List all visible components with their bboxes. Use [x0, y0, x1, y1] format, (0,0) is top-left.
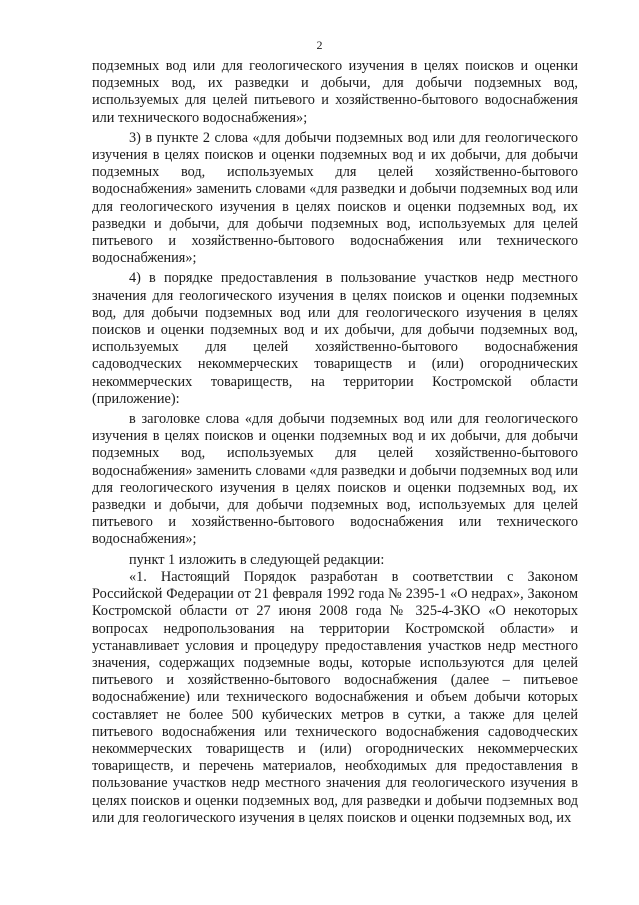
- page-number: 2: [316, 38, 323, 52]
- document-body: [92, 58, 578, 827]
- paragraph-title-change: в заголовке слова «для добычи подземных вод или для геологического изучения в целях поисков и оценки подземных вод и их добычи, для добычи подземных вод, используемых для целей хозяйственно-бытового водоснабжения» заменить словами «для разведки и добычи подземных вод или для геологического изучения в целях поисков и оценки подземных вод, их разведки и добычи, для добычи подземных вод, используемых для целей питьевого и хозяйственно-бытового водоснабжения или технического водоснабжения»;: [92, 411, 578, 548]
- paragraph-point-1-intro: пункт 1 изложить в следующей редакции:: [129, 551, 385, 568]
- paragraph-continuation: подземных вод или для геологического изучения в целях поисков и оценки подземных вод, их разведки и добычи, для добычи подземных вод, используемых для целей питьевого и хозяйственно-бытового водоснабжения или технического водоснабжения»;: [92, 58, 578, 126]
- paragraph-item-3: 3) в пункте 2 слова «для добычи подземных вод или для геологического изучения в целях поисков и оценки подземных вод и их добычи, для добычи подземных вод, используемых для целей хозяйственно-бытового водоснабжения» заменить словами «для разведки и добычи подземных вод или для геологического изучения в целях поисков и оценки подземных вод, их разведки и добычи, для добычи подземных вод, используемых для целей питьевого и хозяйственно-бытового водоснабжения или технического водоснабжения»;: [92, 129, 578, 267]
- paragraph-point-1-text: «1. Настоящий Порядок разработан в соответствии с Законом Российской Федерации от 21 февраля 1992 года № 2395-1 «О недрах», Законом Костромской области от 27 июня 2008 года № 325-4-ЗКО «О некоторых вопросах недропользования на территории Костромской области» и устанавливает условия и процедуру предоставления участков недр местного значения, содержащих подземные воды, которые используются для целей питьевого и хозяйственно-бытового водоснабжения (далее – питьевое водоснабжение) или технического водоснабжения и объем добычи которых составляет не более 500 кубических метров в сутки, а также для целей питьевого водоснабжения или технического водоснабжения садоводческих некоммерческих товариществ и (или) огороднических некоммерческих товариществ, и перечень материалов, необходимых для предоставления в пользование участков недр местного значения для геологического изучения в целях поисков и оценки подземных вод, для разведки и добычи подземных вод или для геологического изучения в целях поисков и оценки подземных вод, их: [92, 568, 578, 826]
- paragraph-item-4: 4) в порядке предоставления в пользование участков недр местного значения для геологического изучения в целях поисков и оценки подземных вод, для добычи подземных вод или для геологического изучения в целях поисков и оценки подземных вод и их добычи, для добычи подземных вод, используемых для целей хозяйственно-бытового водоснабжения садоводческих некоммерческих товариществ и (или) огороднических некоммерческих товариществ, на территории Костромской области (приложение):: [92, 270, 578, 407]
